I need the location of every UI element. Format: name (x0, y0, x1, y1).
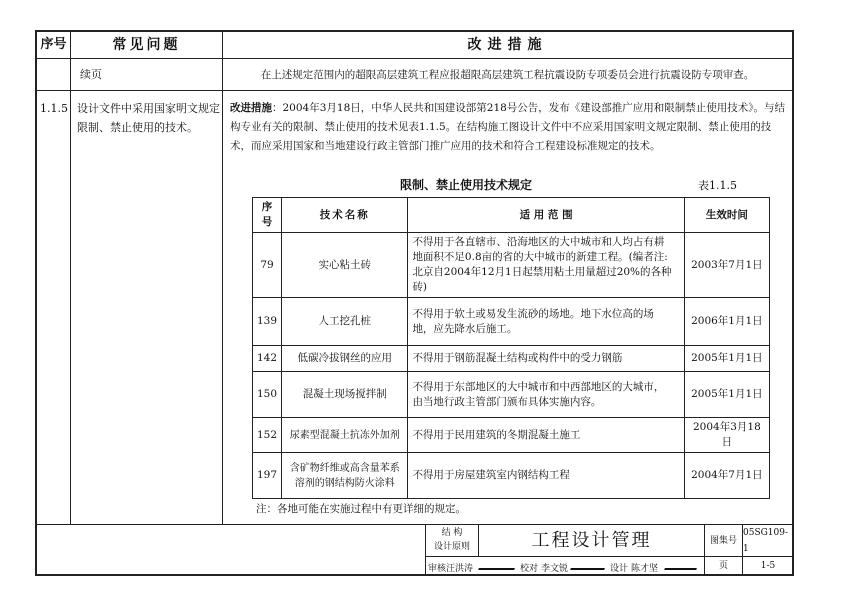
cell-date: 2006年1月1日 (684, 298, 769, 346)
cell-no: 142 (253, 346, 282, 372)
row2-no: 1.1.5 (40, 102, 68, 115)
table-row (253, 233, 770, 298)
table-row (253, 346, 770, 372)
tb-design-label: 设计 (610, 564, 629, 574)
cell-scope: 不得用于房屋建筑室内钢结构工程 (408, 453, 684, 499)
tb-check-label: 校对 (520, 564, 539, 574)
cell-date: 2004年7月1日 (684, 453, 769, 499)
row2-measure-line: 术，而应采用国家和当地建设行政主管部门推广应用的技术和符合工程建设标准规定的技术。 (230, 140, 661, 152)
row-divider-1 (35, 90, 794, 91)
cell-no: 79 (253, 233, 282, 298)
cell-name: 低碳冷拔钢丝的应用 (282, 346, 408, 372)
header-no: 序号 (40, 37, 67, 52)
row-divider-2 (35, 524, 794, 525)
cell-scope: 不得用于各直辖市、沿海地区的大中城市和人均占有耕 地面积不足0.8亩的省的大中城市的新建工程。(编者注: 北京自2004年12月1日起禁用粘土用量超过20%的各种砖) (408, 233, 684, 298)
row2-measure-line: 改进措施：2004年3月18日，中华人民共和国建设部第218号公告，发布《建设部推广应用和限制禁止使用技术》。与结 (230, 102, 786, 114)
cell-no: 152 (253, 418, 282, 453)
cell-date: 2005年1月1日 (684, 372, 769, 418)
restriction-table (252, 197, 770, 499)
table-header-row (253, 198, 770, 233)
cell-no: 197 (253, 453, 282, 499)
header-issue: 常见问题 (112, 37, 181, 53)
tb-page-no: 1-5 (760, 560, 776, 571)
col-divider-1 (70, 30, 71, 525)
table-row (253, 372, 770, 418)
table-number: 表1.1.5 (698, 179, 737, 192)
signature-3 (664, 560, 700, 570)
cell-name: 实心粘土砖 (282, 233, 408, 298)
th-name: 技术名称 (282, 198, 408, 233)
row1-measure: 在上述规定范围内的超限高层建筑工程应报超限高层建筑工程抗震设防专项委员会进行抗震设防专项审查。 (260, 68, 755, 81)
cell-name: 混凝土现场搅拌制 (282, 372, 408, 418)
cell-scope: 不得用于软土或易发生流砂的场地。地下水位高的场 地，应先降水后施工。 (408, 298, 684, 346)
th-no: 序号 (253, 198, 282, 233)
signature-1 (478, 560, 518, 570)
table-note: 注：各地可能在实施过程中有更详细的规定。 (256, 503, 466, 515)
tb-review-label: 审核 (428, 564, 447, 574)
tb-page-label: 页 (718, 560, 728, 571)
cell-name: 含矿物纤维或高含量苯系溶剂的钢结构防火涂料 (282, 453, 408, 499)
cell-scope: 不得用于钢筋混凝土结构或构件中的受力钢筋 (408, 346, 684, 372)
th-scope: 适 用 范 围 (408, 198, 684, 233)
measure-label: 改进措施 (230, 102, 272, 114)
row2-issue-line: 限制、禁止使用的技术。 (77, 121, 198, 134)
tb-reviewer: 汪洪涛 (446, 564, 474, 574)
cell-name: 人工挖孔桩 (282, 298, 408, 346)
cell-no: 150 (253, 372, 282, 418)
signature-2 (570, 560, 608, 570)
cell-scope: 不得用于东部地区的大中城市和中西部地区的大城市， 由当地行政主管部门颁布具体实施内容。 (408, 372, 684, 418)
tb-designer: 陈才坚 (631, 564, 659, 574)
tb-checker: 李文锐 (541, 564, 569, 574)
frame-left (35, 30, 37, 575)
row2-issue (77, 99, 221, 137)
table-row (253, 418, 770, 453)
cell-no: 139 (253, 298, 282, 346)
row2-measure (230, 99, 790, 156)
row1-issue: 续页 (80, 67, 102, 81)
table-title: 限制、禁止使用技术规定 (400, 178, 533, 192)
cell-name: 尿素型混凝土抗冻外加剂 (282, 418, 408, 453)
table-row (253, 453, 770, 499)
tb-main-title: 工程设计管理 (531, 530, 652, 551)
cell-date: 2003年7月1日 (684, 233, 769, 298)
cell-date: 2004年3月18日 (684, 418, 769, 453)
tb-atlas-label: 图集号 (709, 536, 737, 546)
cell-date: 2005年1月1日 (684, 346, 769, 372)
th-date: 生效时间 (684, 198, 769, 233)
row2-measure-line: 构专业有关的限制、禁止使用的技术见表1.1.5。在结构施工图设计文件中不应采用国家明文规定限制、禁止使用的技 (230, 121, 772, 133)
frame-right (792, 30, 794, 575)
cell-scope: 不得用于民用建筑的冬期混凝土施工 (408, 418, 684, 453)
table-row (253, 298, 770, 346)
tb-category-2: 设计原则 (433, 542, 470, 552)
tb-atlas-no: 05SG109-1 (743, 528, 789, 554)
tb-category-1: 结 构 (441, 528, 463, 538)
col-divider-2 (222, 30, 223, 525)
header-measure: 改进措施 (467, 37, 548, 53)
row2-issue-line: 设计文件中采用国家明文规定 (77, 102, 220, 115)
frame-bottom (35, 574, 794, 576)
